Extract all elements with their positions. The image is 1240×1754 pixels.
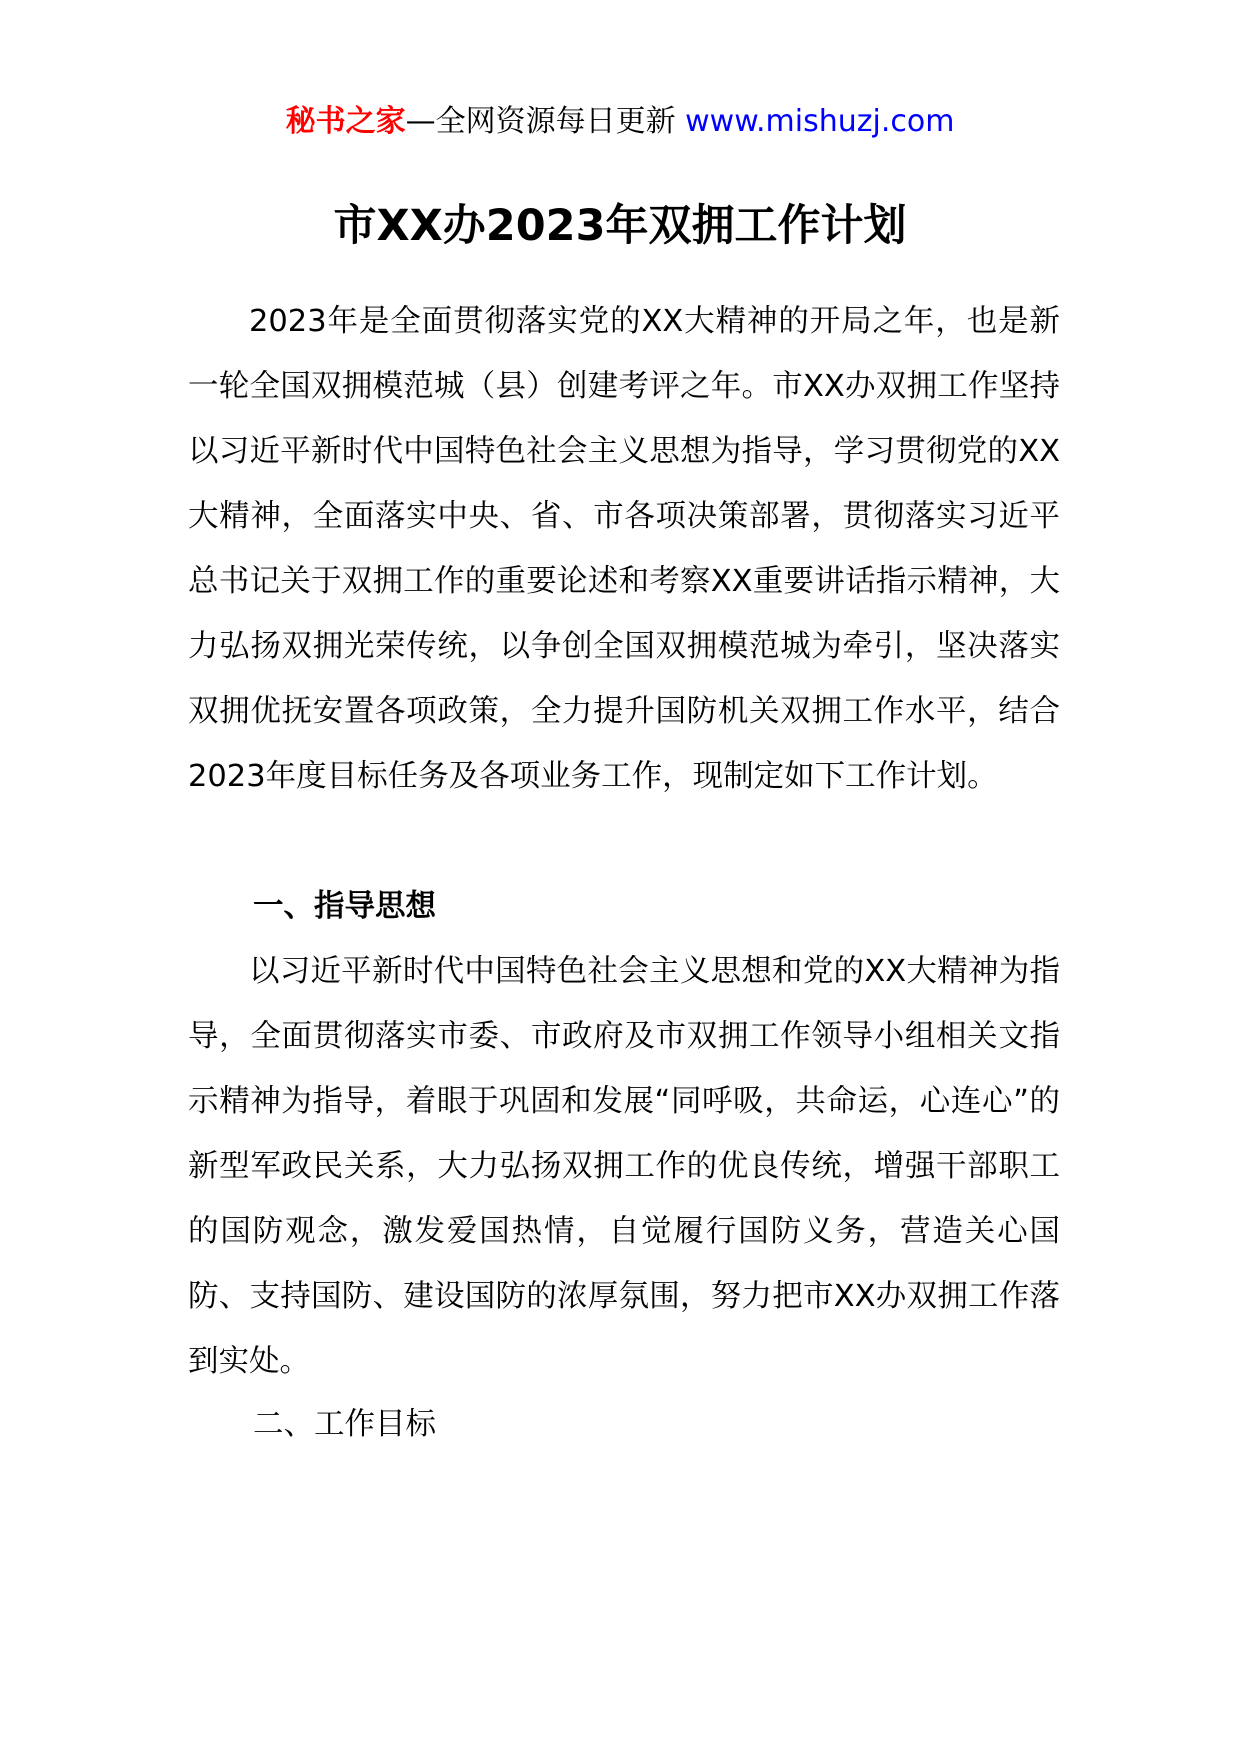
document-title: 市XX办2023年双拥工作计划	[333, 201, 907, 251]
brand-tagline: —全网资源每日更新	[405, 104, 676, 139]
section-heading-work-goals: 二、工作目标	[253, 1407, 436, 1442]
section-heading-guiding-thought: 一、指导思想	[253, 889, 436, 924]
section-paragraph-guiding-thought: 以习近平新时代中国特色社会主义思想和党的XX大精神为指导，全面贯彻落实市委、市政府及市双拥工作领导小组相关文指示精神为指导，着眼于巩固和发展“同呼吸，共命运，心连心”的新型军政民关系，大力弘扬双拥工作的优良传统，增强干部职工的国防观念，激发爱国热情，自觉履行国防义务，营造关心国防、支持国防、建设国防的浓厚氛围，努力把市XX办双拥工作落到实处。	[188, 954, 1060, 1379]
intro-paragraph: 2023年是全面贯彻落实党的XX大精神的开局之年，也是新一轮全国双拥模范城（县）创建考评之年。市XX办双拥工作坚持以习近平新时代中国特色社会主义思想为指导，学习贯彻党的XX大精神，全面落实中央、省、市各项决策部署，贯彻落实习近平总书记关于双拥工作的重要论述和考察XX重要讲话指示精神，大力弘扬双拥光荣传统，以争创全国双拥模范城为牵引，坚决落实双拥优抚安置各项政策，全力提升国防机关双拥工作水平，结合2023年度目标任务及各项业务工作，现制定如下工作计划。	[188, 304, 1060, 794]
site-url-link[interactable]: www.mishuzj.com	[685, 104, 955, 139]
watermark-header	[0, 100, 1240, 144]
brand-name: 秘书之家	[285, 104, 406, 139]
